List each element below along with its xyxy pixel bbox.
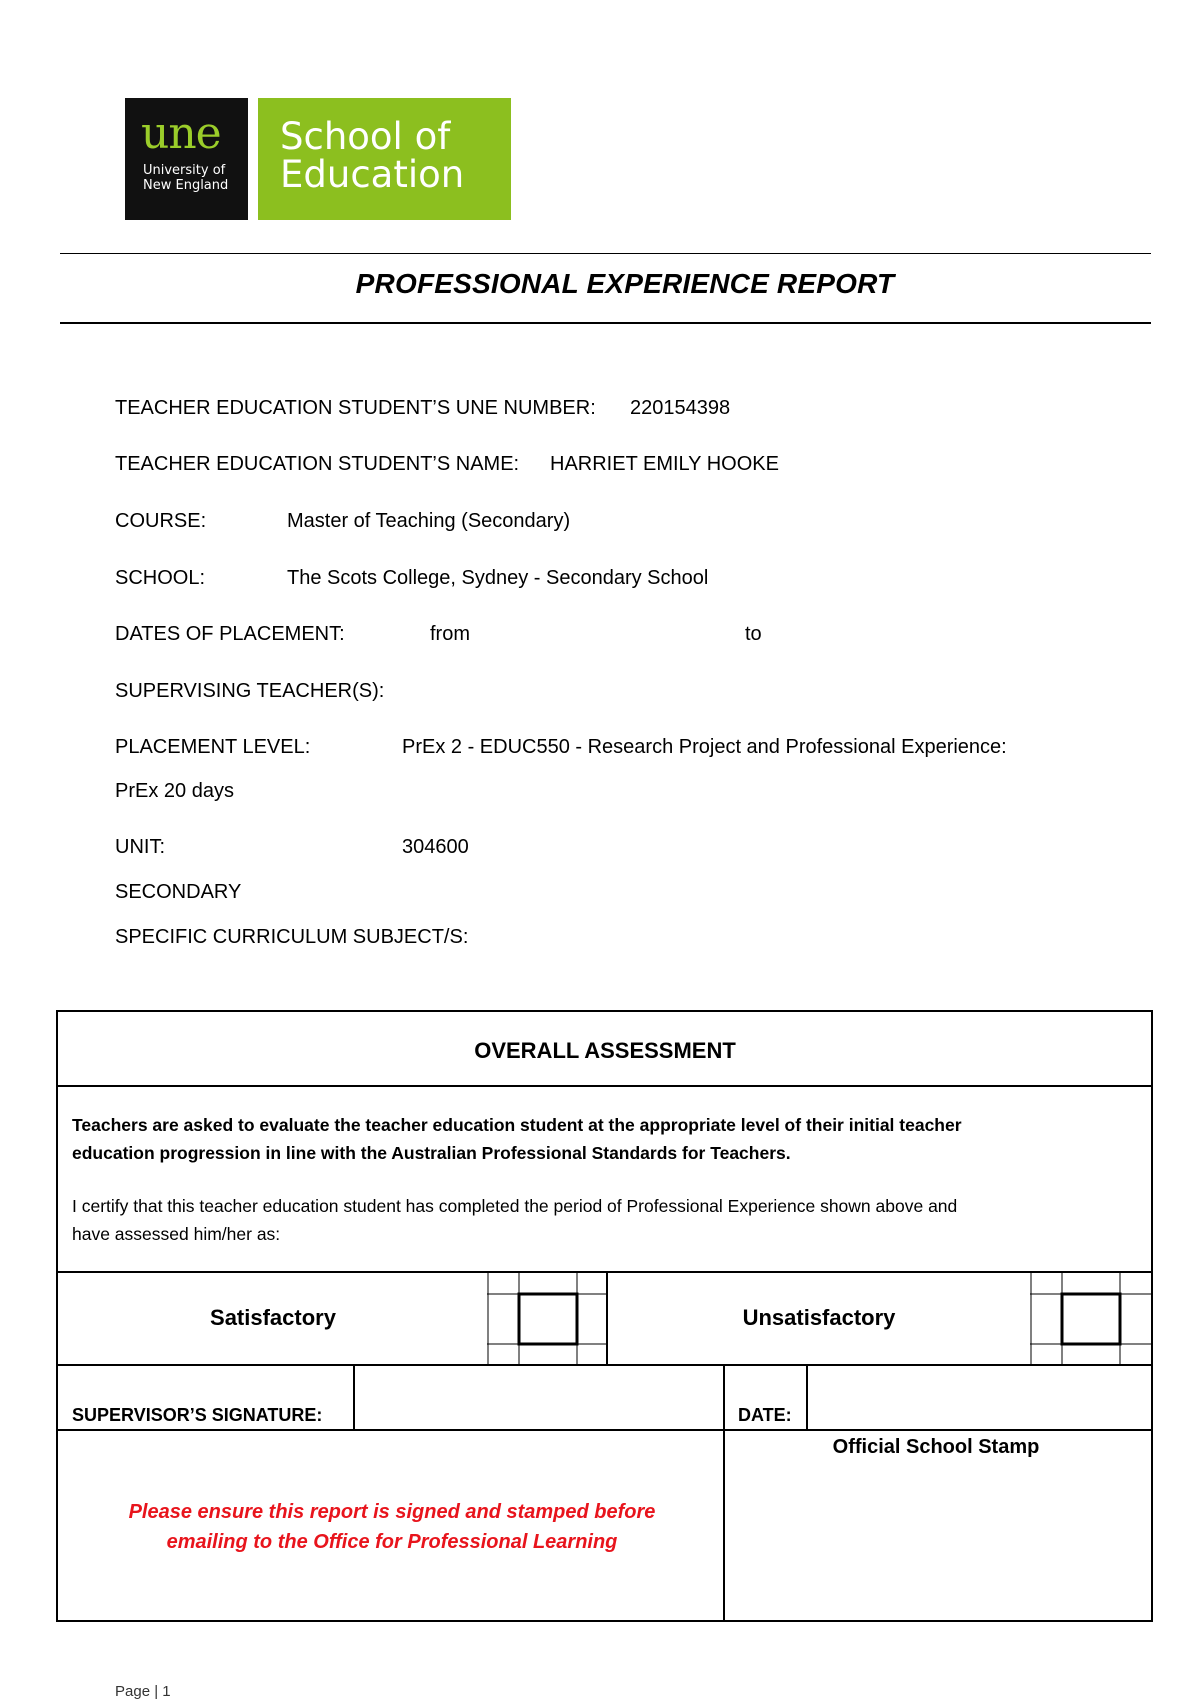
- placement-to: to: [745, 623, 762, 645]
- placement-level-value: PrEx 2 - EDUC550 - Research Project and Professional Experience:: [402, 736, 1007, 758]
- une-logo-mark: [125, 98, 248, 220]
- center-column-divider: [723, 1365, 725, 1621]
- student-name-value: HARRIET EMILY HOOKE: [550, 453, 779, 475]
- overall-assessment-heading: OVERALL ASSESSMENT: [474, 1038, 736, 1063]
- une-logo-text: une: [141, 108, 221, 159]
- submission-notice: Please ensure this report is signed and stamped before emailing to the Office for Professional Learning: [128, 1501, 656, 1553]
- satisfactory-label: Satisfactory: [210, 1305, 336, 1330]
- satisfactory-checkbox[interactable]: [518, 1293, 578, 1345]
- official-stamp-label: Official School Stamp: [832, 1436, 1040, 1458]
- unsatisfactory-label: Unsatisfactory: [742, 1305, 896, 1330]
- page-number: Page | 1: [115, 1683, 171, 1700]
- school-of-education-logo: [258, 98, 511, 220]
- course-value: Master of Teaching (Secondary): [287, 510, 571, 532]
- unit-value: 304600: [402, 836, 469, 858]
- secondary-label: SECONDARY: [115, 881, 242, 903]
- signature-cell-divider: [353, 1365, 355, 1429]
- course-label: COURSE:: [115, 510, 207, 532]
- supervising-teacher-label: SUPERVISING TEACHER(S):: [115, 680, 385, 702]
- student-name-label: TEACHER EDUCATION STUDENT’S NAME:: [115, 453, 520, 475]
- date-field[interactable]: [809, 1367, 1150, 1428]
- placement-from: from: [430, 623, 470, 645]
- unsatisfactory-checkbox[interactable]: [1061, 1293, 1121, 1345]
- official-stamp-area: [726, 1465, 1150, 1620]
- instructions-text: Teachers are asked to evaluate the teacher education student at the appropriate level of their initial teacher education progression in line with the Australian Professional Standards for Teachers.: [72, 1115, 962, 1163]
- supervisor-signature-label: SUPERVISOR’S SIGNATURE:: [72, 1405, 323, 1425]
- school-label: SCHOOL:: [115, 567, 206, 589]
- date-label: DATE:: [738, 1405, 792, 1425]
- university-name: University of New England: [143, 163, 229, 193]
- placement-level-label: PLACEMENT LEVEL:: [115, 736, 311, 758]
- curriculum-subjects-label: SPECIFIC CURRICULUM SUBJECT/S:: [115, 926, 469, 948]
- une-number-value: 220154398: [630, 397, 731, 419]
- heading-divider: [58, 1085, 1151, 1087]
- certification-text: I certify that this teacher education student has completed the period of Professional Experience shown above and have assessed him/her as:: [72, 1196, 958, 1244]
- school-name: School of Education: [280, 115, 465, 196]
- header-divider-top: [60, 253, 1151, 254]
- unit-label: UNIT:: [115, 836, 165, 858]
- school-value: The Scots College, Sydney - Secondary School: [287, 567, 709, 589]
- header-divider-bottom: [60, 322, 1151, 324]
- date-cell-divider: [806, 1365, 808, 1429]
- placement-dates-label: DATES OF PLACEMENT:: [115, 623, 345, 645]
- placement-level-duration: PrEx 20 days: [115, 780, 234, 802]
- page-title: PROFESSIONAL EXPERIENCE REPORT: [355, 268, 895, 299]
- supervisor-signature-field[interactable]: [356, 1367, 722, 1428]
- signature-row-bottom: [58, 1429, 1151, 1431]
- une-number-label: TEACHER EDUCATION STUDENT’S UNE NUMBER:: [115, 397, 596, 419]
